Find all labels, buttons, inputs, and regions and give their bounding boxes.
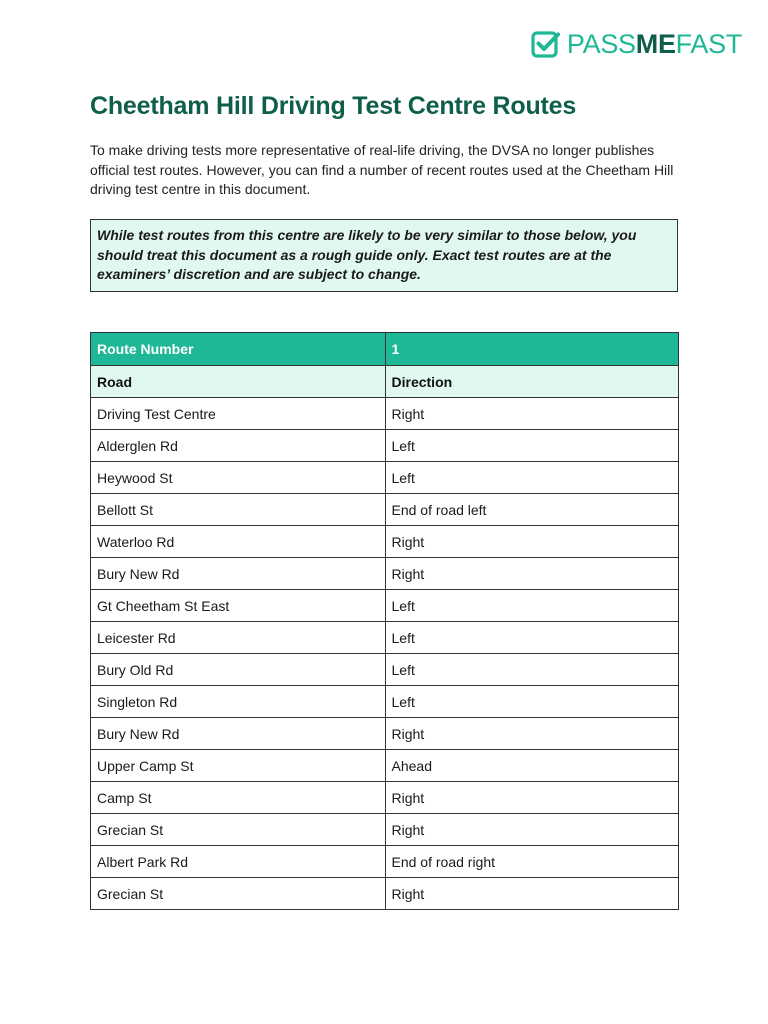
column-header-row <box>91 366 679 398</box>
direction-cell: Left <box>385 654 679 686</box>
brand-wordmark-part-2: ME <box>635 29 676 59</box>
table-row <box>91 686 679 718</box>
road-cell: Bury Old Rd <box>91 654 386 686</box>
road-cell: Alderglen Rd <box>91 430 386 462</box>
direction-cell: Right <box>385 782 679 814</box>
road-cell: Upper Camp St <box>91 750 386 782</box>
road-cell: Gt Cheetham St East <box>91 590 386 622</box>
road-cell: Bury New Rd <box>91 558 386 590</box>
intro-paragraph: To make driving tests more representative of real-life driving, the DVSA no longer publishes official test routes. However, you can find a number of recent routes used at the Cheetham Hill driving test centre in this document. <box>90 142 674 197</box>
brand-wordmark <box>567 28 742 60</box>
route-number-value: 1 <box>385 333 679 366</box>
brand-logo <box>530 28 742 60</box>
direction-cell: Ahead <box>385 750 679 782</box>
table-row <box>91 462 679 494</box>
road-cell: Albert Park Rd <box>91 846 386 878</box>
direction-cell: Left <box>385 686 679 718</box>
direction-cell: End of road left <box>385 494 679 526</box>
table-row <box>91 846 679 878</box>
table-row <box>91 526 679 558</box>
direction-cell: Left <box>385 622 679 654</box>
road-cell: Grecian St <box>91 878 386 910</box>
direction-cell: Right <box>385 878 679 910</box>
route-number-label: Route Number <box>91 333 386 366</box>
column-header-road: Road <box>91 366 386 398</box>
road-cell: Driving Test Centre <box>91 398 386 430</box>
disclaimer-notice: While test routes from this centre are likely to be very similar to those below, you should treat this document as a rough guide only. Exact test routes are at the examiners’ discretion and are subject to change. <box>90 219 678 292</box>
table-row <box>91 654 679 686</box>
table-row <box>91 878 679 910</box>
direction-cell: End of road right <box>385 846 679 878</box>
direction-cell: Right <box>385 398 679 430</box>
table-row <box>91 750 679 782</box>
table-row <box>91 814 679 846</box>
page-title: Cheetham Hill Driving Test Centre Routes <box>90 92 577 120</box>
direction-cell: Left <box>385 462 679 494</box>
route-table <box>90 332 679 910</box>
direction-cell: Right <box>385 558 679 590</box>
direction-cell: Left <box>385 590 679 622</box>
direction-cell: Right <box>385 718 679 750</box>
column-header-direction: Direction <box>385 366 679 398</box>
direction-cell: Right <box>385 526 679 558</box>
direction-cell: Left <box>385 430 679 462</box>
direction-cell: Right <box>385 814 679 846</box>
road-cell: Singleton Rd <box>91 686 386 718</box>
table-row <box>91 590 679 622</box>
brand-wordmark-part-3: FAST <box>675 29 742 59</box>
table-row <box>91 718 679 750</box>
table-row <box>91 430 679 462</box>
road-cell: Grecian St <box>91 814 386 846</box>
road-cell: Waterloo Rd <box>91 526 386 558</box>
road-cell: Heywood St <box>91 462 386 494</box>
table-row <box>91 782 679 814</box>
table-row <box>91 398 679 430</box>
table-row <box>91 622 679 654</box>
road-cell: Camp St <box>91 782 386 814</box>
road-cell: Bury New Rd <box>91 718 386 750</box>
table-row <box>91 558 679 590</box>
table-row <box>91 494 679 526</box>
road-cell: Leicester Rd <box>91 622 386 654</box>
route-number-row <box>91 333 679 366</box>
checkbox-check-icon <box>530 29 560 59</box>
road-cell: Bellott St <box>91 494 386 526</box>
brand-wordmark-part-1: PASS <box>566 29 636 59</box>
